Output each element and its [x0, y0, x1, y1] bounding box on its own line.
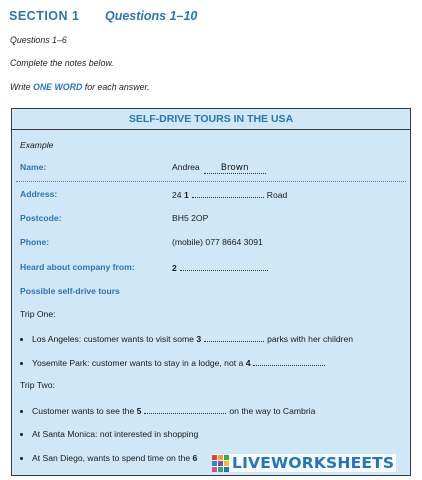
- trip-two-label: Trip Two:: [20, 380, 55, 390]
- question-6-number: 6: [192, 453, 198, 463]
- section-heading: [9, 9, 197, 23]
- sub-heading: Questions 1–6: [10, 35, 67, 45]
- postcode-label: Postcode:: [20, 213, 62, 223]
- question-1-number: 1: [183, 190, 189, 200]
- question-2-blank[interactable]: [180, 262, 268, 271]
- question-3-label: 3: [196, 334, 202, 344]
- bullet-customer-content: [20, 405, 315, 416]
- liveworksheets-text: LIVEWORKSHEETS: [232, 454, 395, 472]
- bullet-dot: [20, 362, 23, 365]
- question-3-blank[interactable]: [204, 333, 264, 342]
- instruction-one-word: ONE WORD: [32, 82, 83, 92]
- address-road: Road: [266, 190, 288, 200]
- bullet-dot: [20, 410, 23, 413]
- example-divider: [16, 181, 406, 182]
- instruction-write-suffix: for each answer.: [84, 82, 150, 92]
- questions-range: Questions 1–10: [104, 9, 198, 23]
- name-value: [172, 162, 266, 174]
- logo-square-8: [224, 467, 229, 472]
- bullet-santa-monica-text: At Santa Monica: not interested in shopping: [32, 429, 199, 439]
- logo-square-6: [212, 467, 217, 472]
- bullet-la-text: Los Angeles: customer wants to visit some: [32, 334, 194, 344]
- phone-label: Phone:: [20, 237, 50, 247]
- instruction-write-prefix: Write: [10, 82, 31, 92]
- question-1-blank[interactable]: [192, 189, 264, 198]
- bullet-customer-suffix: on the way to Cambria: [229, 406, 316, 416]
- phone-value: (mobile) 077 8664 3091: [172, 237, 263, 247]
- question-2-number: 2: [172, 263, 177, 273]
- logo-square-0: [212, 455, 217, 460]
- logo-square-3: [212, 461, 217, 466]
- question-4-number: 4: [245, 358, 251, 368]
- notes-box: [11, 108, 411, 476]
- address-value: [172, 189, 287, 200]
- section-label: SECTION 1: [9, 9, 80, 23]
- notes-title: SELF-DRIVE TOURS IN THE USA: [12, 109, 410, 130]
- bullet-customer-text: Customer wants to see the: [32, 406, 135, 416]
- logo-square-7: [218, 467, 223, 472]
- example-label: Example: [20, 140, 54, 150]
- logo-square-1: [218, 455, 223, 460]
- trip-one-label: Trip One:: [20, 309, 56, 319]
- question-4-blank[interactable]: [253, 357, 325, 366]
- logo-square-5: [224, 461, 229, 466]
- bullet-yosemite-text: Yosemite Park: customer wants to stay in a lodge, not a: [32, 358, 244, 368]
- question-5-number: 5: [136, 406, 142, 416]
- bullet-yosemite-content: [20, 357, 328, 368]
- question-5-blank[interactable]: [144, 405, 226, 414]
- bullet-dot: [20, 433, 23, 436]
- bullet-dot: [20, 457, 23, 460]
- first-name: Andrea: [172, 162, 200, 172]
- name-label: Name:: [20, 162, 47, 172]
- heard-value: [172, 262, 271, 273]
- bullet-santa-monica-content: [20, 429, 198, 439]
- bullet-san-diego-content: [20, 453, 197, 463]
- instruction-complete: Complete the notes below.: [10, 58, 114, 68]
- instruction-write: [10, 82, 150, 92]
- bullet-la-content: [20, 333, 353, 344]
- tours-label: Possible self-drive tours: [20, 286, 120, 296]
- liveworksheets-logo: [212, 454, 396, 472]
- heard-label: Heard about company from:: [20, 262, 135, 272]
- postcode-value: BH5 2OP: [172, 213, 209, 223]
- address-label: Address:: [20, 189, 58, 199]
- address-number: 24: [172, 190, 182, 200]
- liveworksheets-grid-icon: [212, 455, 229, 472]
- bullet-san-diego-text: At San Diego, wants to spend time on the: [32, 453, 191, 463]
- logo-square-2: [224, 455, 229, 460]
- name-answer: Brown: [204, 163, 266, 174]
- bullet-la-suffix: parks with her children: [267, 334, 354, 344]
- logo-square-4: [218, 461, 223, 466]
- bullet-dot: [20, 338, 23, 341]
